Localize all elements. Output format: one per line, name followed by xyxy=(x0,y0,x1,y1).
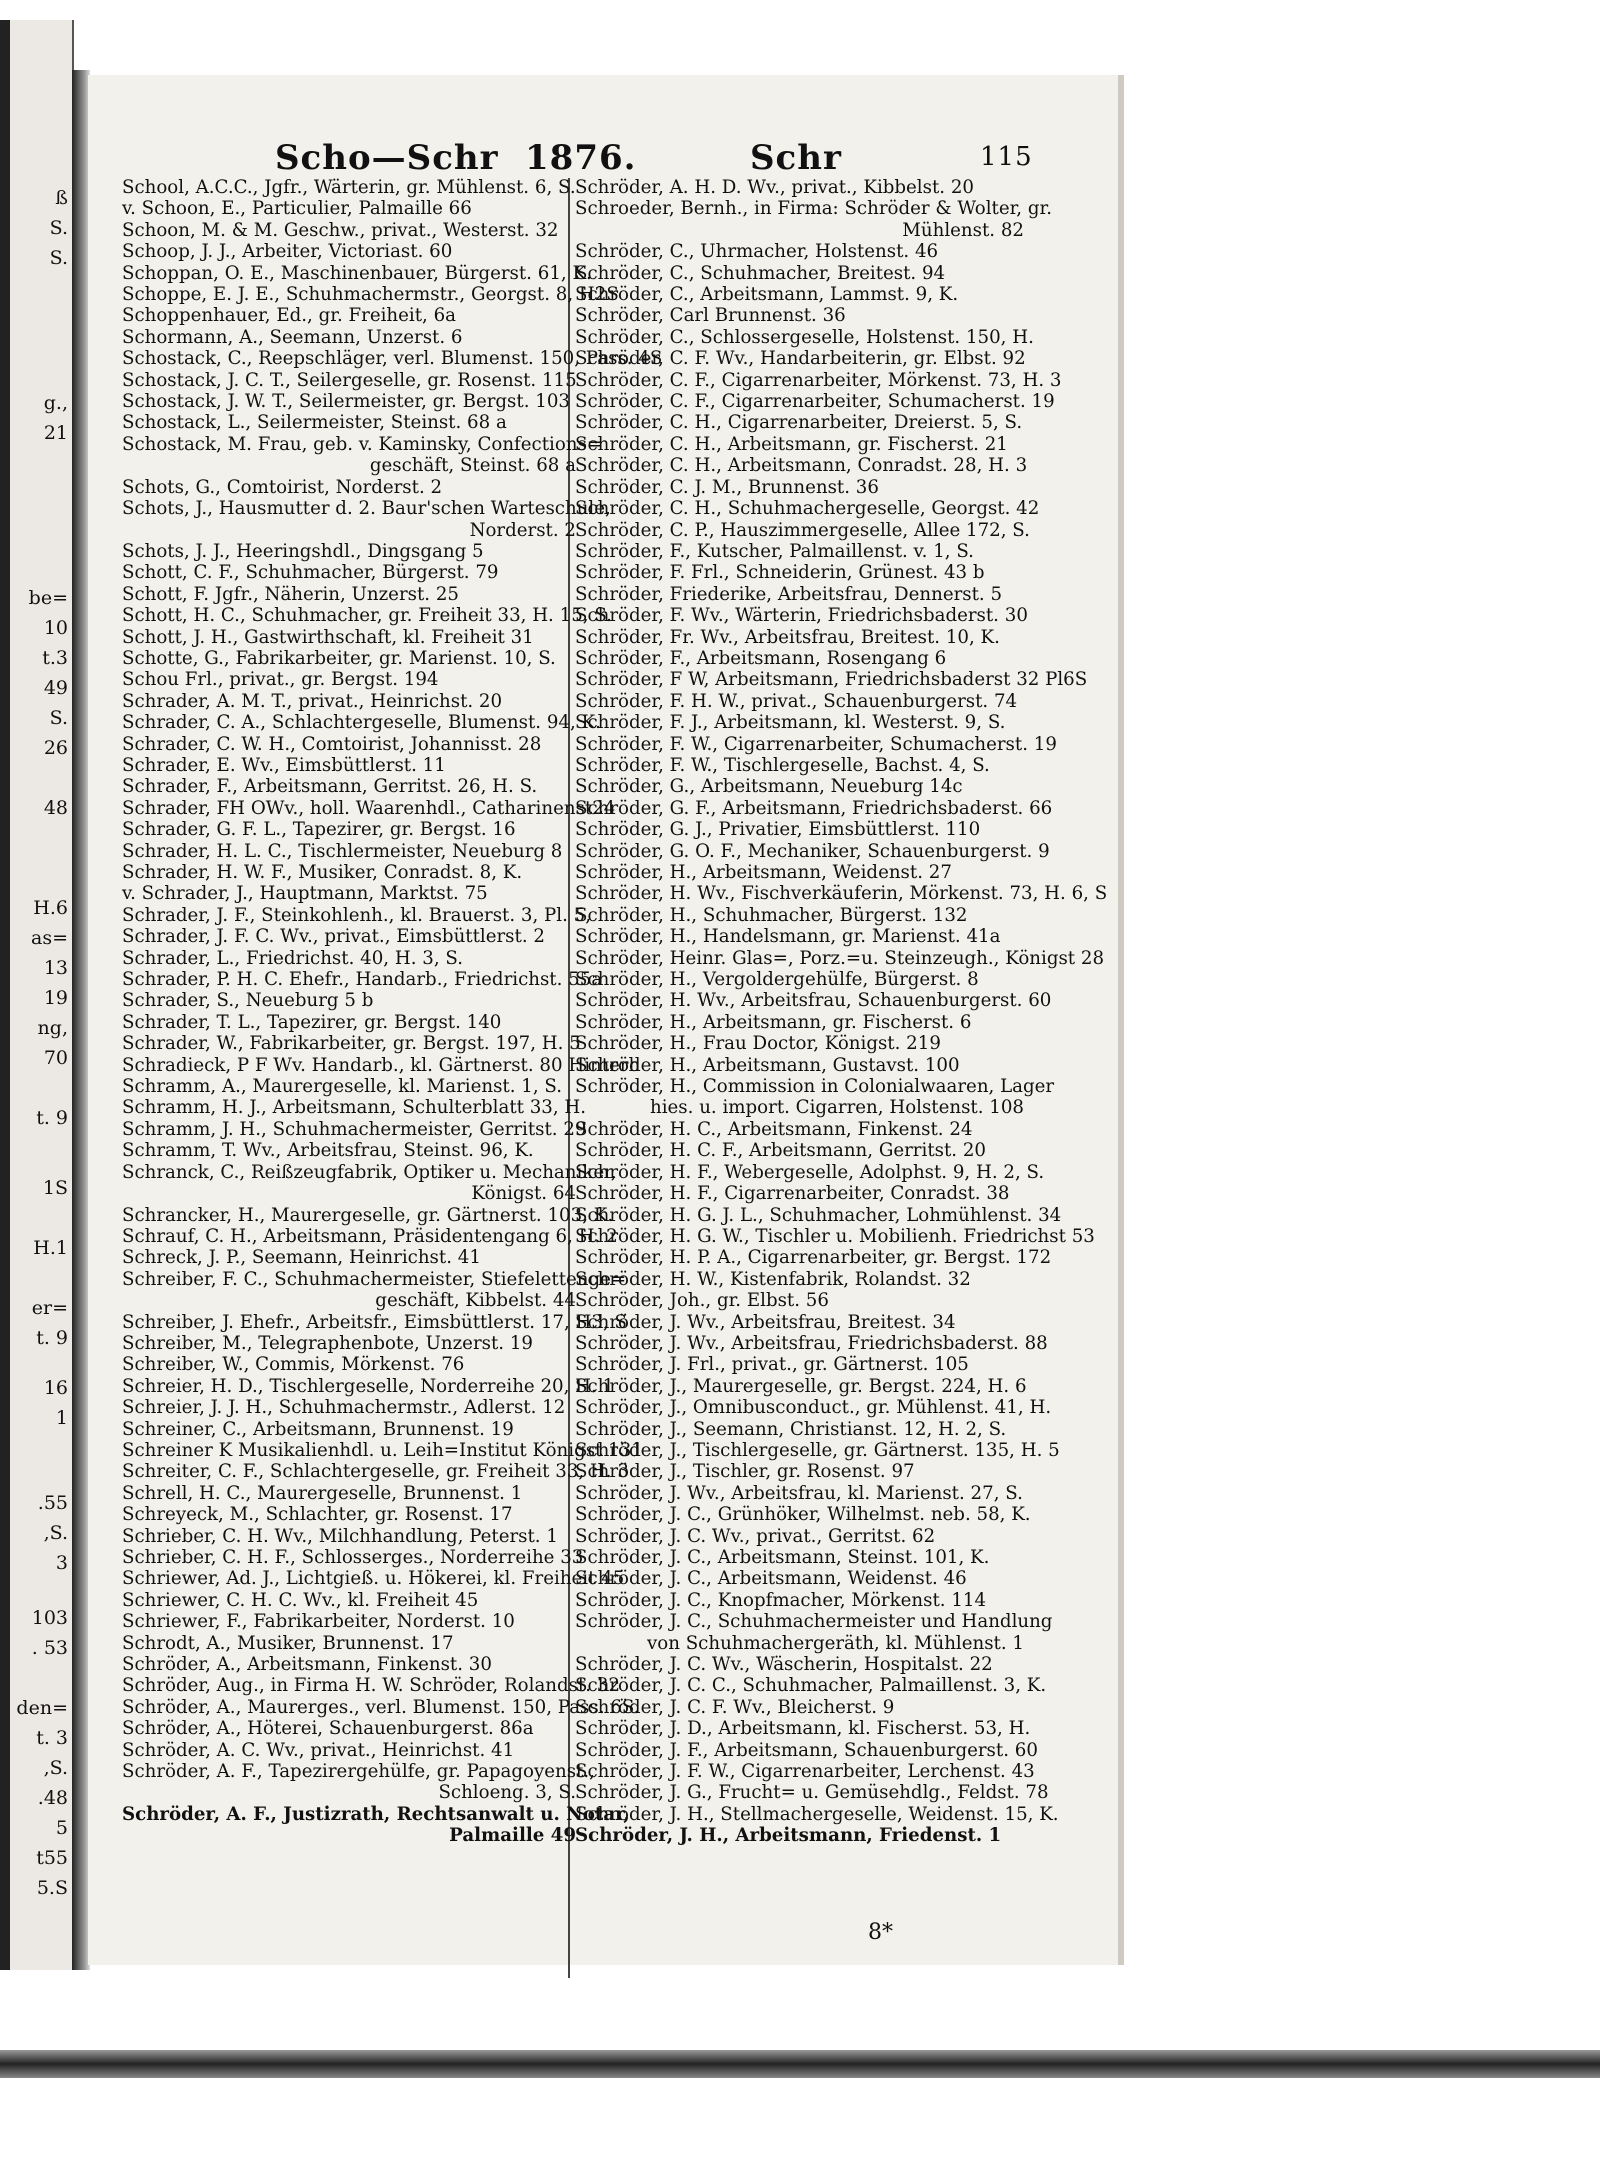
facing-page-fragment: ,S. xyxy=(43,1522,68,1544)
directory-entry: Schröder, H. F., Cigarrenarbeiter, Conradst. 38 xyxy=(575,1183,1010,1205)
directory-entry: Schreiber, F. C., Schuhmachermeister, Stiefelettenge= xyxy=(122,1268,627,1290)
directory-entry: Schrader, G. F. L., Tapezirer, gr. Bergst. 16 xyxy=(122,819,516,841)
directory-entry: Schröder, J. C., Schuhmachermeister und Handlung xyxy=(575,1611,1053,1633)
directory-entry: Schröder, Fr. Wv., Arbeitsfrau, Breitest. 10, K. xyxy=(575,626,1000,648)
directory-entry: Schröder, H. C., Arbeitsmann, Finkenst. 24 xyxy=(575,1118,973,1140)
directory-entry: Schröder, J., Tischler, gr. Rosenst. 97 xyxy=(575,1461,915,1483)
directory-entry: Schröder, H., Arbeitsmann, Gustavst. 100 xyxy=(575,1054,960,1076)
directory-entry: Schröder, J. F. W., Cigarrenarbeiter, Lerchenst. 43 xyxy=(575,1761,1035,1783)
directory-entry: Schröder, Heinr. Glas=, Porz.=u. Steinzeugh., Königst 28 xyxy=(575,947,1105,969)
directory-entry: Schostack, J. W. T., Seilermeister, gr. Bergst. 103 xyxy=(122,391,570,413)
directory-entry: Schostack, J. C. T., Seilergeselle, gr. Rosenst. 115 xyxy=(122,369,577,391)
directory-entry: Schröder, J. C. Wv., Wäscherin, Hospitalst. 22 xyxy=(575,1654,993,1676)
directory-entry: Schormann, A., Seemann, Unzerst. 6 xyxy=(122,326,463,348)
directory-entry: Schreck, J. P., Seemann, Heinrichst. 41 xyxy=(122,1247,481,1269)
directory-entry: Schröder, C., Uhrmacher, Holstenst. 46 xyxy=(575,241,939,263)
facing-page-fragment: 16 xyxy=(43,1377,68,1399)
facing-page-fragment: be= xyxy=(28,587,68,609)
directory-entry: Schröder, H., Commission in Colonialwaaren, Lager xyxy=(575,1076,1055,1098)
directory-entry: Schröder, F., Kutscher, Palmaillenst. v. 1, S. xyxy=(575,540,974,562)
directory-entry: Schröder, H., Arbeitsmann, Weidenst. 27 xyxy=(575,862,952,883)
directory-entry: Schröder, G., Arbeitsmann, Neueburg 14c xyxy=(575,776,963,798)
directory-entry: Schreiber, M., Telegraphenbote, Unzerst. 19 xyxy=(122,1332,533,1354)
directory-entry: Schoppenhauer, Ed., gr. Freiheit, 6a xyxy=(122,305,456,327)
directory-entry: Schröder, J., Tischlergeselle, gr. Gärtnerst. 135, H. 5 xyxy=(575,1439,1060,1461)
facing-page-fragment: as= xyxy=(31,927,68,949)
directory-entry: Schröder, H. F., Webergeselle, Adolphst. 9, H. 2, S. xyxy=(575,1161,1045,1183)
directory-entry: Schröder, C. J. M., Brunnenst. 36 xyxy=(575,476,879,498)
directory-entry: Schostack, L., Seilermeister, Steinst. 68 a xyxy=(122,412,507,434)
facing-page-fragment: er= xyxy=(31,1297,68,1319)
directory-entry: Schoppan, O. E., Maschinenbauer, Bürgerst. 61, K. xyxy=(122,262,592,284)
directory-entry: Schröder, C., Schuhmacher, Breitest. 94 xyxy=(575,262,946,284)
directory-entry: Schröder, H. G. J. L., Schuhmacher, Lohmühlenst. 34 xyxy=(575,1204,1062,1226)
directory-entry: Schröder, H., Arbeitsmann, gr. Fischerst. 6 xyxy=(575,1011,972,1033)
directory-entry: Schots, J. J., Heeringshdl., Dingsgang 5 xyxy=(122,540,484,562)
directory-entry: Schloeng. 3, S. xyxy=(438,1782,576,1804)
directory-entry: Schröder, Aug., in Firma H. W. Schröder, Rolandst. 32 xyxy=(122,1675,620,1697)
directory-entry: Schrader, P. H. C. Ehefr., Handarb., Friedrichst. 55a xyxy=(122,969,603,991)
directory-entry: Schröder, H., Vergoldergehülfe, Bürgerst. 8 xyxy=(575,969,979,991)
directory-entry: geschäft, Kibbelst. 44 xyxy=(375,1290,576,1312)
directory-entry: Schröder, Carl Brunnenst. 36 xyxy=(575,305,846,327)
directory-entry: Schroeder, Bernh., in Firma: Schröder & Wolter, gr. xyxy=(575,198,1052,220)
facing-page-fragment: 5.S xyxy=(36,1877,68,1899)
directory-entry: Schröder, G. O. F., Mechaniker, Schauenburgerst. 9 xyxy=(575,840,1050,862)
directory-entry: Schreier, J. J. H., Schuhmachermstr., Adlerst. 12 xyxy=(122,1397,566,1419)
directory-entry: Schröder, J. Wv., Arbeitsfrau, kl. Marienst. 27, S. xyxy=(575,1482,1023,1504)
header-range: Scho—Schr xyxy=(275,138,499,178)
directory-entry: Schröder, F. W., Cigarrenarbeiter, Schumacherst. 19 xyxy=(575,733,1057,755)
directory-entry: School, A.C.C., Jgfr., Wärterin, gr. Mühlenst. 6, S. xyxy=(122,177,576,198)
directory-entry: Schröder, J. H., Arbeitsmann, Friedenst. 1 xyxy=(575,1825,1002,1847)
scanner-bottom-edge xyxy=(0,2050,1600,2078)
facing-page-fragment: t. 9 xyxy=(36,1107,68,1129)
directory-entry: Schramm, J. H., Schuhmachermeister, Gerritst. 29 xyxy=(122,1118,587,1140)
directory-entry: Schrancker, H., Maurergeselle, gr. Gärtnerst. 103, K. xyxy=(122,1204,614,1226)
directory-entry: Schrader, T. L., Tapezirer, gr. Bergst. 140 xyxy=(122,1011,502,1033)
directory-entry: Schriewer, Ad. J., Lichtgieß. u. Hökerei, kl. Freiheit 45 xyxy=(122,1568,625,1590)
directory-entry: Schrader, H. L. C., Tischlermeister, Neueburg 8 xyxy=(122,840,563,862)
directory-entry: Schrodt, A., Musiker, Brunnenst. 17 xyxy=(122,1632,454,1654)
directory-entry: Palmaille 49 xyxy=(449,1825,576,1847)
directory-entry: Schröder, C. H., Schuhmachergeselle, Georgst. 42 xyxy=(575,498,1040,520)
directory-entry: Schradieck, P F Wv. Handarb., kl. Gärtnerst. 80 Hinterh xyxy=(122,1054,641,1076)
directory-entry: Schrader, E. Wv., Eimsbüttlerst. 11 xyxy=(122,754,446,776)
directory-entry: Schröder, A. C. Wv., privat., Heinrichst. 41 xyxy=(122,1739,515,1761)
directory-entry: Schröder, J. Frl., privat., gr. Gärtnerst. 105 xyxy=(575,1354,969,1376)
directory-entry: Schreiner K Musikalienhdl. u. Leih=Institut Königst 131 xyxy=(122,1439,643,1461)
directory-entry: Schrader, L., Friedrichst. 40, H. 3, S. xyxy=(122,947,463,969)
directory-entry: Schröder, Joh., gr. Elbst. 56 xyxy=(575,1290,829,1312)
directory-entry: Schott, C. F., Schuhmacher, Bürgerst. 79 xyxy=(122,562,499,584)
facing-page-fragment: ng, xyxy=(37,1017,68,1039)
directory-entry: Schröder, H. Wv., Fischverkäuferin, Mörkenst. 73, H. 6, S xyxy=(575,883,1108,905)
facing-page-fragment: t. 9 xyxy=(36,1327,68,1349)
directory-entry: Schröder, C. H., Arbeitsmann, gr. Fischerst. 21 xyxy=(575,433,1008,455)
directory-entry: Schoppe, E. J. E., Schuhmachermstr., Georgst. 8, H2S xyxy=(122,284,619,306)
directory-entry: Schrader, A. M. T., privat., Heinrichst. 20 xyxy=(122,690,503,712)
directory-entry: Schröder, C., Schlossergeselle, Holstenst. 150, H. xyxy=(575,326,1034,348)
facing-page-fragment: 13 xyxy=(43,957,68,979)
directory-entry: Schröder, H., Schuhmacher, Bürgerst. 132 xyxy=(575,904,968,926)
directory-entry: hies. u. import. Cigarren, Holstenst. 108 xyxy=(650,1097,1024,1119)
directory-entry: Schreiner, C., Arbeitsmann, Brunnenst. 19 xyxy=(122,1418,514,1440)
facing-page-fragment: .55 xyxy=(37,1492,68,1514)
directory-entry: Schröder, F. W., Tischlergeselle, Bachst. 4, S. xyxy=(575,754,990,776)
directory-entry: Schou Frl., privat., gr. Bergst. 194 xyxy=(122,669,439,691)
signature-mark: 8* xyxy=(868,1920,893,1945)
directory-entry: Schröder, A., Maurerges., verl. Blumenst. 150, Pass. 6S. xyxy=(122,1696,640,1718)
page-header xyxy=(110,138,1033,178)
directory-entry: Schrieber, C. H. F., Schlosserges., Norderreihe 33 xyxy=(122,1547,584,1568)
directory-entry: Schramm, A., Maurergeselle, kl. Marienst. 1, S. xyxy=(122,1076,563,1098)
directory-entry: Schröder, F W, Arbeitsmann, Friedrichsbaderst 32 Pl6S xyxy=(575,669,1088,691)
directory-entry: Schoop, J. J., Arbeiter, Victoriast. 60 xyxy=(122,241,453,263)
facing-page-fragment: S. xyxy=(49,217,68,239)
facing-page-fragment: 5 xyxy=(55,1817,68,1839)
directory-entry: Mühlenst. 82 xyxy=(902,219,1024,241)
directory-entry: Schröder, J. G., Frucht= u. Gemüsehdlg., Feldst. 78 xyxy=(575,1782,1049,1804)
directory-entry: Schröder, C. H., Arbeitsmann, Conradst. 28, H. 3 xyxy=(575,455,1028,477)
directory-entry: Schott, J. H., Gastwirthschaft, kl. Freiheit 31 xyxy=(122,626,534,648)
directory-entry: Schröder, J. F., Arbeitsmann, Schauenburgerst. 60 xyxy=(575,1739,1038,1761)
directory-entry: Schröder, F. H. W., privat., Schauenburgerst. 74 xyxy=(575,690,1018,712)
facing-page-fragment: t. 3 xyxy=(36,1727,68,1749)
directory-entry: Schröder, H. P. A., Cigarrenarbeiter, gr. Bergst. 172 xyxy=(575,1247,1052,1269)
directory-entry: Schreiber, J. Ehefr., Arbeitsfr., Eimsbüttlerst. 17, H3, S xyxy=(122,1311,628,1333)
directory-entry: Schröder, H. W., Kistenfabrik, Rolandst. 32 xyxy=(575,1268,971,1290)
directory-entry: Schots, G., Comtoirist, Norderst. 2 xyxy=(122,476,443,498)
directory-entry: Schotte, G., Fabrikarbeiter, gr. Marienst. 10, S. xyxy=(122,647,556,669)
page-number: 115 xyxy=(980,142,1033,172)
directory-entry: Schreiber, W., Commis, Mörkenst. 76 xyxy=(122,1354,465,1376)
directory-entry: Schröder, Friederike, Arbeitsfrau, Dennerst. 5 xyxy=(575,583,1003,605)
facing-page-fragment: 3 xyxy=(55,1552,68,1574)
directory-entry: Schröder, F. Frl., Schneiderin, Grünest. 43 b xyxy=(575,562,985,584)
directory-entry: Schröder, F. J., Arbeitsmann, kl. Westerst. 9, S. xyxy=(575,712,1006,734)
directory-entry: Schröder, G. F., Arbeitsmann, Friedrichsbaderst. 66 xyxy=(575,797,1053,819)
directory-entry: Schramm, H. J., Arbeitsmann, Schulterblatt 33, H. xyxy=(122,1097,587,1119)
directory-entry: geschäft, Steinst. 68 a xyxy=(369,455,576,477)
directory-entry: Schröder, J. C., Knopfmacher, Mörkenst. 114 xyxy=(575,1589,987,1611)
directory-entry: Schröder, F. Wv., Wärterin, Friedrichsbaderst. 30 xyxy=(575,605,1028,627)
directory-entry: Schröder, J. C. F. Wv., Bleicherst. 9 xyxy=(575,1696,895,1718)
facing-page-fragment: 48 xyxy=(43,797,68,819)
directory-entry: Schröder, H., Frau Doctor, Königst. 219 xyxy=(575,1033,941,1055)
directory-entry: Schröder, J., Maurergeselle, gr. Bergst. 224, H. 6 xyxy=(575,1375,1027,1397)
directory-entry: v. Schoon, E., Particulier, Palmaille 66 xyxy=(122,198,472,220)
directory-entry: Schriewer, C. H. C. Wv., kl. Freiheit 45 xyxy=(122,1589,479,1611)
facing-page-fragment: 1 xyxy=(55,1407,68,1429)
top-margin xyxy=(0,0,1600,70)
directory-entry: Schröder, J. Wv., Arbeitsfrau, Friedrichsbaderst. 88 xyxy=(575,1332,1048,1354)
facing-page-fragment: ,S. xyxy=(43,1757,68,1779)
facing-page-fragment: H.1 xyxy=(33,1237,68,1259)
directory-entry: Schrader, C. A., Schlachtergeselle, Blumenst. 94, K. xyxy=(122,712,601,734)
facing-page-fragment: 26 xyxy=(43,737,68,759)
directory-entry: Schröder, H., Handelsmann, gr. Marienst. 41a xyxy=(575,926,1001,948)
directory-entry: Schröder, J. H., Stellmachergeselle, Weidenst. 15, K. xyxy=(575,1803,1059,1825)
facing-page-fragment: 19 xyxy=(43,987,68,1009)
directory-entry: Schrader, W., Fabrikarbeiter, gr. Bergst. 197, H. 5 xyxy=(122,1033,581,1055)
facing-page-fragment: den= xyxy=(16,1697,68,1719)
directory-entry: Schrell, H. C., Maurergeselle, Brunnenst. 1 xyxy=(122,1482,523,1504)
directory-entry: Schrader, H. W. F., Musiker, Conradst. 8, K. xyxy=(122,862,523,883)
directory-entry: Schröder, J. C. C., Schuhmacher, Palmaillenst. 3, K. xyxy=(575,1675,1047,1697)
directory-entry: Schrader, FH OWv., holl. Waarenhdl., Catharinenst24 xyxy=(122,797,616,819)
directory-entry: Schott, F. Jgfr., Näherin, Unzerst. 25 xyxy=(122,583,459,605)
facing-page-fragment: t.3 xyxy=(42,647,68,669)
facing-page-fragment: H.6 xyxy=(33,897,68,919)
directory-entry: Schriewer, F., Fabrikarbeiter, Norderst. 10 xyxy=(122,1611,515,1633)
directory-entry: Schröder, J. C., Arbeitsmann, Steinst. 101, K. xyxy=(575,1547,990,1568)
directory-entry: Schots, J., Hausmutter d. 2. Baur'schen Warteschule, xyxy=(122,498,611,520)
header-letters: Schr xyxy=(750,138,842,178)
directory-entry: Schostack, C., Reepschläger, verl. Blumenst. 150, Pass. 4S xyxy=(122,348,663,370)
directory-entry: Schröder, A. F., Tapezirergehülfe, gr. Papagoyenst., xyxy=(122,1761,595,1783)
directory-entry: Schröder, A. H. D. Wv., privat., Kibbelst. 20 xyxy=(575,177,974,198)
header-year: 1876. xyxy=(525,138,637,178)
directory-entry: Schostack, M. Frau, geb. v. Kaminsky, Confections= xyxy=(122,433,603,455)
facing-page-fragment: S. xyxy=(49,707,68,729)
directory-entry: Schröder, H. C. F., Arbeitsmann, Gerritst. 20 xyxy=(575,1140,986,1162)
directory-entry: Schröder, J., Seemann, Christianst. 12, H. 2, S. xyxy=(575,1418,1007,1440)
directory-entry: Schreiter, C. F., Schlachtergeselle, gr. Freiheit 33, H. 3 xyxy=(122,1461,629,1483)
directory-entry: Schrauf, C. H., Arbeitsmann, Präsidentengang 6, H. 2 xyxy=(122,1225,618,1247)
directory-entry: v. Schrader, J., Hauptmann, Marktst. 75 xyxy=(122,883,488,905)
directory-entry: Schröder, C. P., Hauszimmergeselle, Allee 172, S. xyxy=(575,519,1030,541)
directory-entry: Schröder, J., Omnibusconduct., gr. Mühlenst. 41, H. xyxy=(575,1397,1052,1419)
directory-entry: Schröder, C. F., Cigarrenarbeiter, Schumacherst. 19 xyxy=(575,391,1055,413)
directory-entry: Königst. 64 xyxy=(471,1183,576,1205)
facing-page-fragment: 103 xyxy=(31,1607,68,1629)
directory-entry: Schrieber, C. H. Wv., Milchhandlung, Peterst. 1 xyxy=(122,1525,558,1547)
facing-page-fragment: 1S xyxy=(42,1177,68,1199)
directory-entry: Schröder, J. D., Arbeitsmann, kl. Fischerst. 53, H. xyxy=(575,1718,1031,1740)
directory-entry: Schrader, J. F., Steinkohlenh., kl. Brauerst. 3, Pl. 5, xyxy=(122,904,592,926)
directory-entry: Schröder, A. F., Justizrath, Rechtsanwalt u. Notar, xyxy=(122,1803,630,1825)
facing-page-fragment: 21 xyxy=(43,422,68,444)
directory-entry: von Schuhmachergeräth, kl. Mühlenst. 1 xyxy=(647,1632,1024,1654)
facing-page-fragment: ß xyxy=(55,187,68,209)
directory-entry: Schröder, H. Wv., Arbeitsfrau, Schauenburgerst. 60 xyxy=(575,990,1052,1012)
directory-entry: Schrader, S., Neueburg 5 b xyxy=(122,990,374,1012)
facing-page-fragment: . 53 xyxy=(31,1637,68,1659)
directory-entry: Schrader, F., Arbeitsmann, Gerritst. 26, H. S. xyxy=(122,776,538,798)
directory-entry: Schröder, G. J., Privatier, Eimsbüttlerst. 110 xyxy=(575,819,981,841)
directory-entry: Schröder, C., Arbeitsmann, Lammst. 9, K. xyxy=(575,284,959,306)
directory-entry: Schröder, J. C., Grünhöker, Wilhelmst. neb. 58, K. xyxy=(575,1504,1031,1526)
directory-entry: Schröder, J. C., Arbeitsmann, Weidenst. 46 xyxy=(575,1568,967,1590)
directory-entry: Schranck, C., Reißzeugfabrik, Optiker u. Mechaniker, xyxy=(122,1161,617,1183)
right-column xyxy=(575,177,1108,1847)
directory-entry: Schröder, J. Wv., Arbeitsfrau, Breitest. 34 xyxy=(575,1311,956,1333)
facing-page-fragment: t55 xyxy=(36,1847,68,1869)
directory-entry: Schröder, C. F. Wv., Handarbeiterin, gr. Elbst. 92 xyxy=(575,348,1026,370)
directory-entry: Schott, H. C., Schuhmacher, gr. Freiheit 33, H. 15, S. xyxy=(122,605,612,627)
left-column xyxy=(122,177,663,1847)
directory-entry: Schröder, F., Arbeitsmann, Rosengang 6 xyxy=(575,647,947,669)
directory-entry: Schramm, T. Wv., Arbeitsfrau, Steinst. 96, K. xyxy=(122,1140,534,1162)
facing-page-fragment: g., xyxy=(43,392,68,414)
facing-page-fragment: 10 xyxy=(43,617,68,639)
directory-entry: Schröder, A., Arbeitsmann, Finkenst. 30 xyxy=(122,1654,492,1676)
facing-page-fragment: .48 xyxy=(37,1787,68,1809)
directory-entry: Schreyeck, M., Schlachter, gr. Rosenst. 17 xyxy=(122,1504,513,1526)
directory-entry: Schrader, J. F. C. Wv., privat., Eimsbüttlerst. 2 xyxy=(122,926,545,948)
directory-entry: Schrader, C. W. H., Comtoirist, Johannisst. 28 xyxy=(122,733,542,755)
directory-entry: Schoon, M. & M. Geschw., privat., Westerst. 32 xyxy=(122,219,559,241)
directory-entry: Schröder, C. F., Cigarrenarbeiter, Mörkenst. 73, H. 3 xyxy=(575,369,1062,391)
facing-page-fragment: S. xyxy=(49,247,68,269)
directory-entry: Schröder, A., Höterei, Schauenburgerst. 86a xyxy=(122,1718,534,1740)
directory-entry: Schröder, C. H., Cigarrenarbeiter, Dreierst. 5, S. xyxy=(575,412,1023,434)
facing-page-fragment: 49 xyxy=(43,677,68,699)
directory-entry: Schröder, H. G. W., Tischler u. Mobilienh. Friedrichst 53 xyxy=(575,1225,1095,1247)
facing-page-fragment: 70 xyxy=(43,1047,68,1069)
directory-entry: Norderst. 2 xyxy=(469,519,576,541)
directory-entry: Schreier, H. D., Tischlergeselle, Norderreihe 20, H. 1 xyxy=(122,1375,615,1397)
directory-entry: Schröder, J. C. Wv., privat., Gerritst. 62 xyxy=(575,1525,936,1547)
